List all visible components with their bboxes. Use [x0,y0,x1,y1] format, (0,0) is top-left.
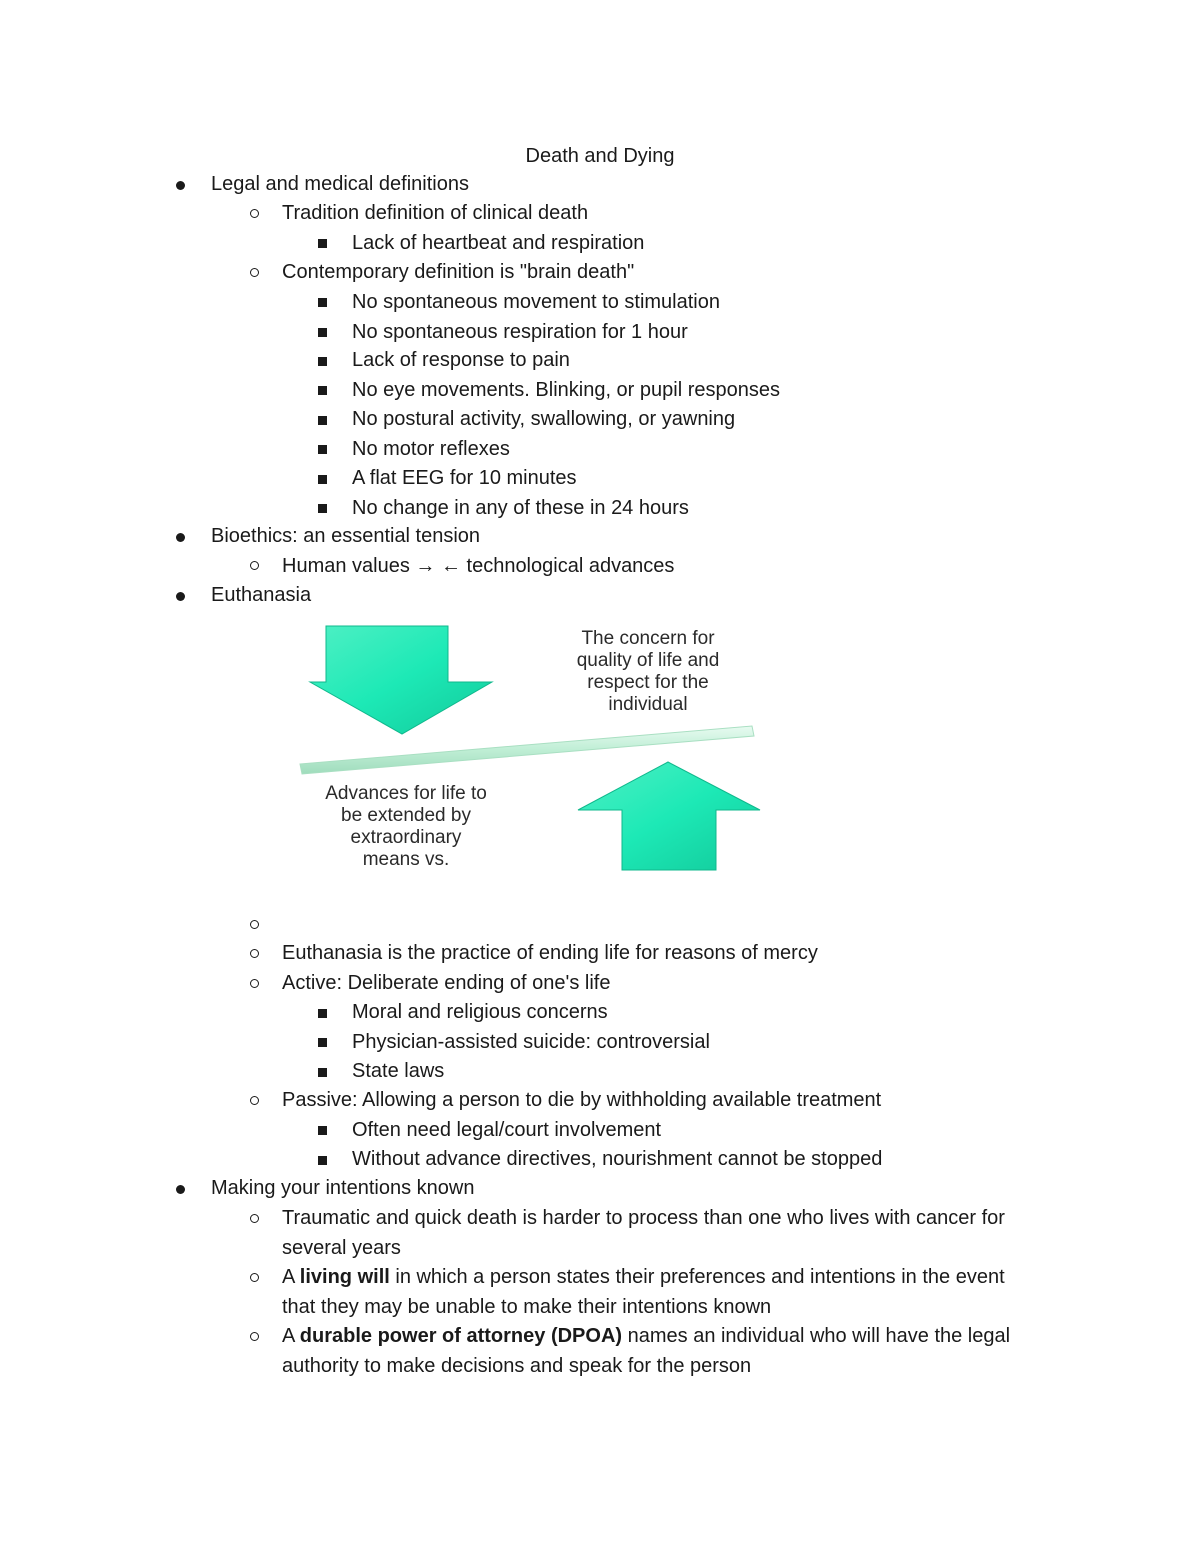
bullet-square [318,416,327,425]
bullet-square [318,504,327,513]
bullet-circle [250,561,259,570]
bold-term-living-will: living will [299,1266,390,1288]
bullet-square [318,1009,327,1018]
bullet-disc [176,1185,185,1194]
bullet-disc [176,181,185,190]
list-item: Euthanasia is the practice of ending life for reasons of mercy [282,942,818,964]
list-item: Contemporary definition is "brain death" [282,261,635,283]
list-item: A flat EEG for 10 minutes [352,467,577,489]
bold-term-dpoa: durable power of attorney (DPOA) [299,1325,623,1347]
list-item: Physician-assisted suicide: controversial [352,1031,710,1053]
bullet-circle [250,268,259,277]
text-run: A [282,1325,300,1347]
bullet-circle [250,920,259,929]
text-run: in which a person states their preferences and intentions in the event that they may be unable to make their intentions known [282,1266,1005,1318]
bullet-square [318,1156,327,1165]
bullet-square [318,1068,327,1077]
list-item: Moral and religious concerns [352,1001,608,1023]
bullet-circle [250,1096,259,1105]
diagram-top-label-line3: respect for the [587,672,709,693]
bullet-square [318,328,327,337]
list-item: Lack of response to pain [352,349,570,371]
text-run: names an individual who will have the legal authority to make decisions and speak for the person [282,1325,1011,1377]
balance-beam [300,726,754,774]
diagram-top-label-line2: quality of life and [576,650,720,671]
list-item: No change in any of these in 24 hours [352,497,689,519]
list-item: Lack of heartbeat and respiration [352,232,645,254]
diagram-top-label-line1: The concern for [581,628,715,649]
bullet-circle [250,1332,259,1341]
text-run: A [282,1266,300,1288]
list-item: Legal and medical definitions [211,173,469,195]
list-item: No spontaneous respiration for 1 hour [352,321,688,343]
diagram-bottom-label-line4: means vs. [362,849,450,870]
euthanasia-balance-diagram [296,620,766,876]
list-item: No spontaneous movement to stimulation [352,291,720,313]
bullet-square [318,1038,327,1047]
list-item: Human values → ← technological advances [282,555,675,577]
down-arrow-icon [310,626,492,734]
bullet-circle [250,1273,259,1282]
bullet-disc [176,592,185,601]
list-item: No postural activity, swallowing, or yawning [352,408,736,430]
bullet-square [318,475,327,484]
bullet-square [318,386,327,395]
list-item [282,1263,1042,1322]
bullet-square [318,357,327,366]
list-item: Without advance directives, nourishment cannot be stopped [352,1148,883,1170]
list-item: State laws [352,1060,445,1082]
list-item: No eye movements. Blinking, or pupil responses [352,379,780,401]
bullet-circle [250,1214,259,1223]
list-item: No motor reflexes [352,438,510,460]
bullet-circle [250,949,259,958]
list-item: Bioethics: an essential tension [211,525,481,547]
bullet-disc [176,533,185,542]
bullet-square [318,445,327,454]
bullet-square [318,1126,327,1135]
bullet-circle [250,209,259,218]
list-item: Tradition definition of clinical death [282,202,589,224]
bullet-circle [250,979,259,988]
diagram-top-label-line4: individual [608,694,688,715]
diagram-bottom-label-line3: extraordinary [350,827,462,848]
list-item: Often need legal/court involvement [352,1119,662,1141]
up-arrow-icon [578,762,760,870]
list-item: Traumatic and quick death is harder to process than one who lives with cancer for several years [282,1207,1005,1259]
bullet-square [318,298,327,307]
list-item: Euthanasia [211,584,312,606]
page-title: Death and Dying [525,145,675,167]
diagram-bottom-label-line2: be extended by [341,805,471,826]
list-item: Active: Deliberate ending of one's life [282,972,611,994]
list-item [282,1322,1042,1381]
diagram-bottom-label-line1: Advances for life to [325,783,487,804]
bullet-square [318,239,327,248]
list-item: Making your intentions known [211,1177,475,1199]
list-item: Passive: Allowing a person to die by withholding available treatment [282,1089,882,1111]
